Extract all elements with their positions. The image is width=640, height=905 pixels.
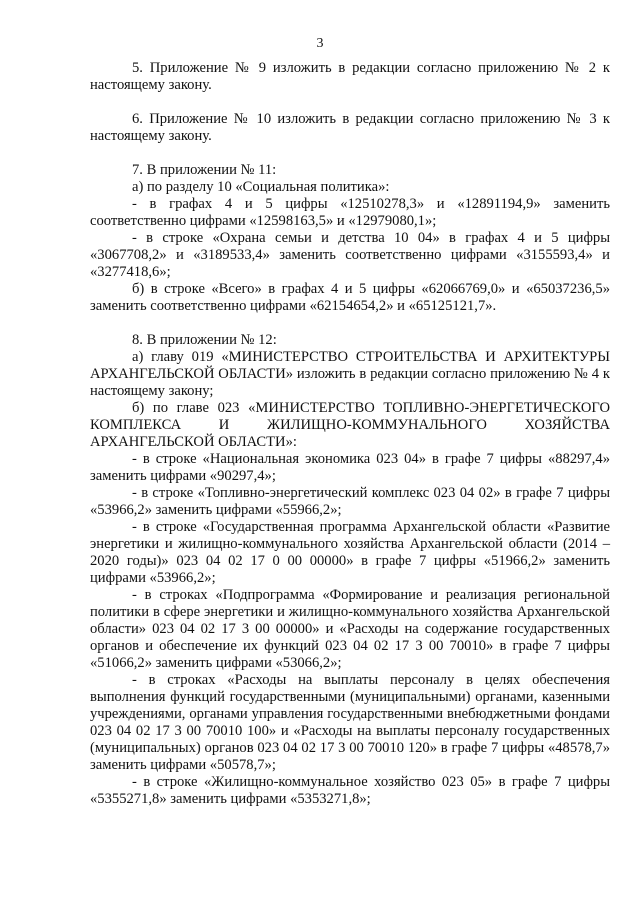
paragraph-dash-7a-2: - в строке «Охрана семьи и детства 10 04» в графах 4 и 5 цифры «3067708,2» и «3189533,4» заменить соответственно цифрами «3155593,4» и «3277418,6»; bbox=[90, 230, 610, 280]
paragraph-subitem-7b: б) в строке «Всего» в графах 4 и 5 цифры «62066769,0» и «65037236,5» заменить соответственно цифрами «62154654,2» и «65125121,7». bbox=[90, 281, 610, 314]
paragraph-dash-8b-4: - в строках «Подпрограмма «Формирование и реализация региональной политики в сфере энергетики и жилищно-коммунального хозяйства Архангельской области» 023 04 02 17 3 00 00000» и «Расходы на содержание государственных органов и обеспечение их функций 023 04 02 17 3 00 70010» в графе 7 цифры «51066,2» заменить цифрами «53066,2»; bbox=[90, 587, 610, 671]
paragraph-subitem-8a: а) главу 019 «МИНИСТЕРСТВО СТРОИТЕЛЬСТВА И АРХИТЕКТУРЫ АРХАНГЕЛЬСКОЙ ОБЛАСТИ» изложить в редакции согласно приложению № 4 к настоящему закону; bbox=[90, 349, 610, 399]
paragraph-dash-8b-2: - в строке «Топливно-энергетический комплекс 023 04 02» в графе 7 цифры «53966,2» заменить цифрами «55966,2»; bbox=[90, 485, 610, 518]
paragraph-dash-8b-3: - в строке «Государственная программа Архангельской области «Развитие энергетики и жилищно-коммунального хозяйства Архангельской области (2014 – 2020 годы)» 023 04 02 17 0 00 00000» в графе 7 цифры «51966,2» заменить цифрами «53966,2»; bbox=[90, 519, 610, 586]
paragraph-gap bbox=[90, 315, 610, 332]
document-body bbox=[90, 60, 610, 808]
paragraph-gap bbox=[90, 94, 610, 111]
paragraph-subitem-8b: б) по главе 023 «МИНИСТЕРСТВО ТОПЛИВНО-ЭНЕРГЕТИЧЕСКОГО КОМПЛЕКСА И ЖИЛИЩНО-КОММУНАЛЬНОГО ХОЗЯЙСТВА АРХАНГЕЛЬСКОЙ ОБЛАСТИ»: bbox=[90, 400, 610, 450]
paragraph-item-8: 8. В приложении № 12: bbox=[132, 332, 277, 348]
paragraph-gap bbox=[90, 145, 610, 162]
paragraph-dash-8b-5: - в строках «Расходы на выплаты персоналу в целях обеспечения выполнения функций государственными (муниципальными) органами, казенными учреждениями, органами управления государственными внебюджетными фондами 023 04 02 17 3 00 70010 100» и «Расходы на выплаты персоналу государственных (муниципальных) органов 023 04 02 17 3 00 70010 120» в графе 7 цифры «48578,7» заменить цифрами «50578,7»; bbox=[90, 672, 610, 773]
paragraph-dash-8b-6: - в строке «Жилищно-коммунальное хозяйство 023 05» в графе 7 цифры «5355271,8» заменить цифрами «5353271,8»; bbox=[90, 774, 610, 807]
paragraph-item-5: 5. Приложение № 9 изложить в редакции согласно приложению № 2 к настоящему закону. bbox=[90, 60, 610, 93]
paragraph-item-7: 7. В приложении № 11: bbox=[132, 162, 277, 178]
paragraph-dash-7a-1: - в графах 4 и 5 цифры «12510278,3» и «12891194,9» заменить соответственно цифрами «12598163,5» и «12979080,1»; bbox=[90, 196, 610, 229]
page-number: 3 bbox=[316, 36, 324, 51]
paragraph-item-6: 6. Приложение № 10 изложить в редакции согласно приложению № 3 к настоящему закону. bbox=[90, 111, 610, 144]
paragraph-dash-8b-1: - в строке «Национальная экономика 023 04» в графе 7 цифры «88297,4» заменить цифрами «90297,4»; bbox=[90, 451, 610, 484]
paragraph-subitem-7a: а) по разделу 10 «Социальная политика»: bbox=[132, 179, 390, 195]
